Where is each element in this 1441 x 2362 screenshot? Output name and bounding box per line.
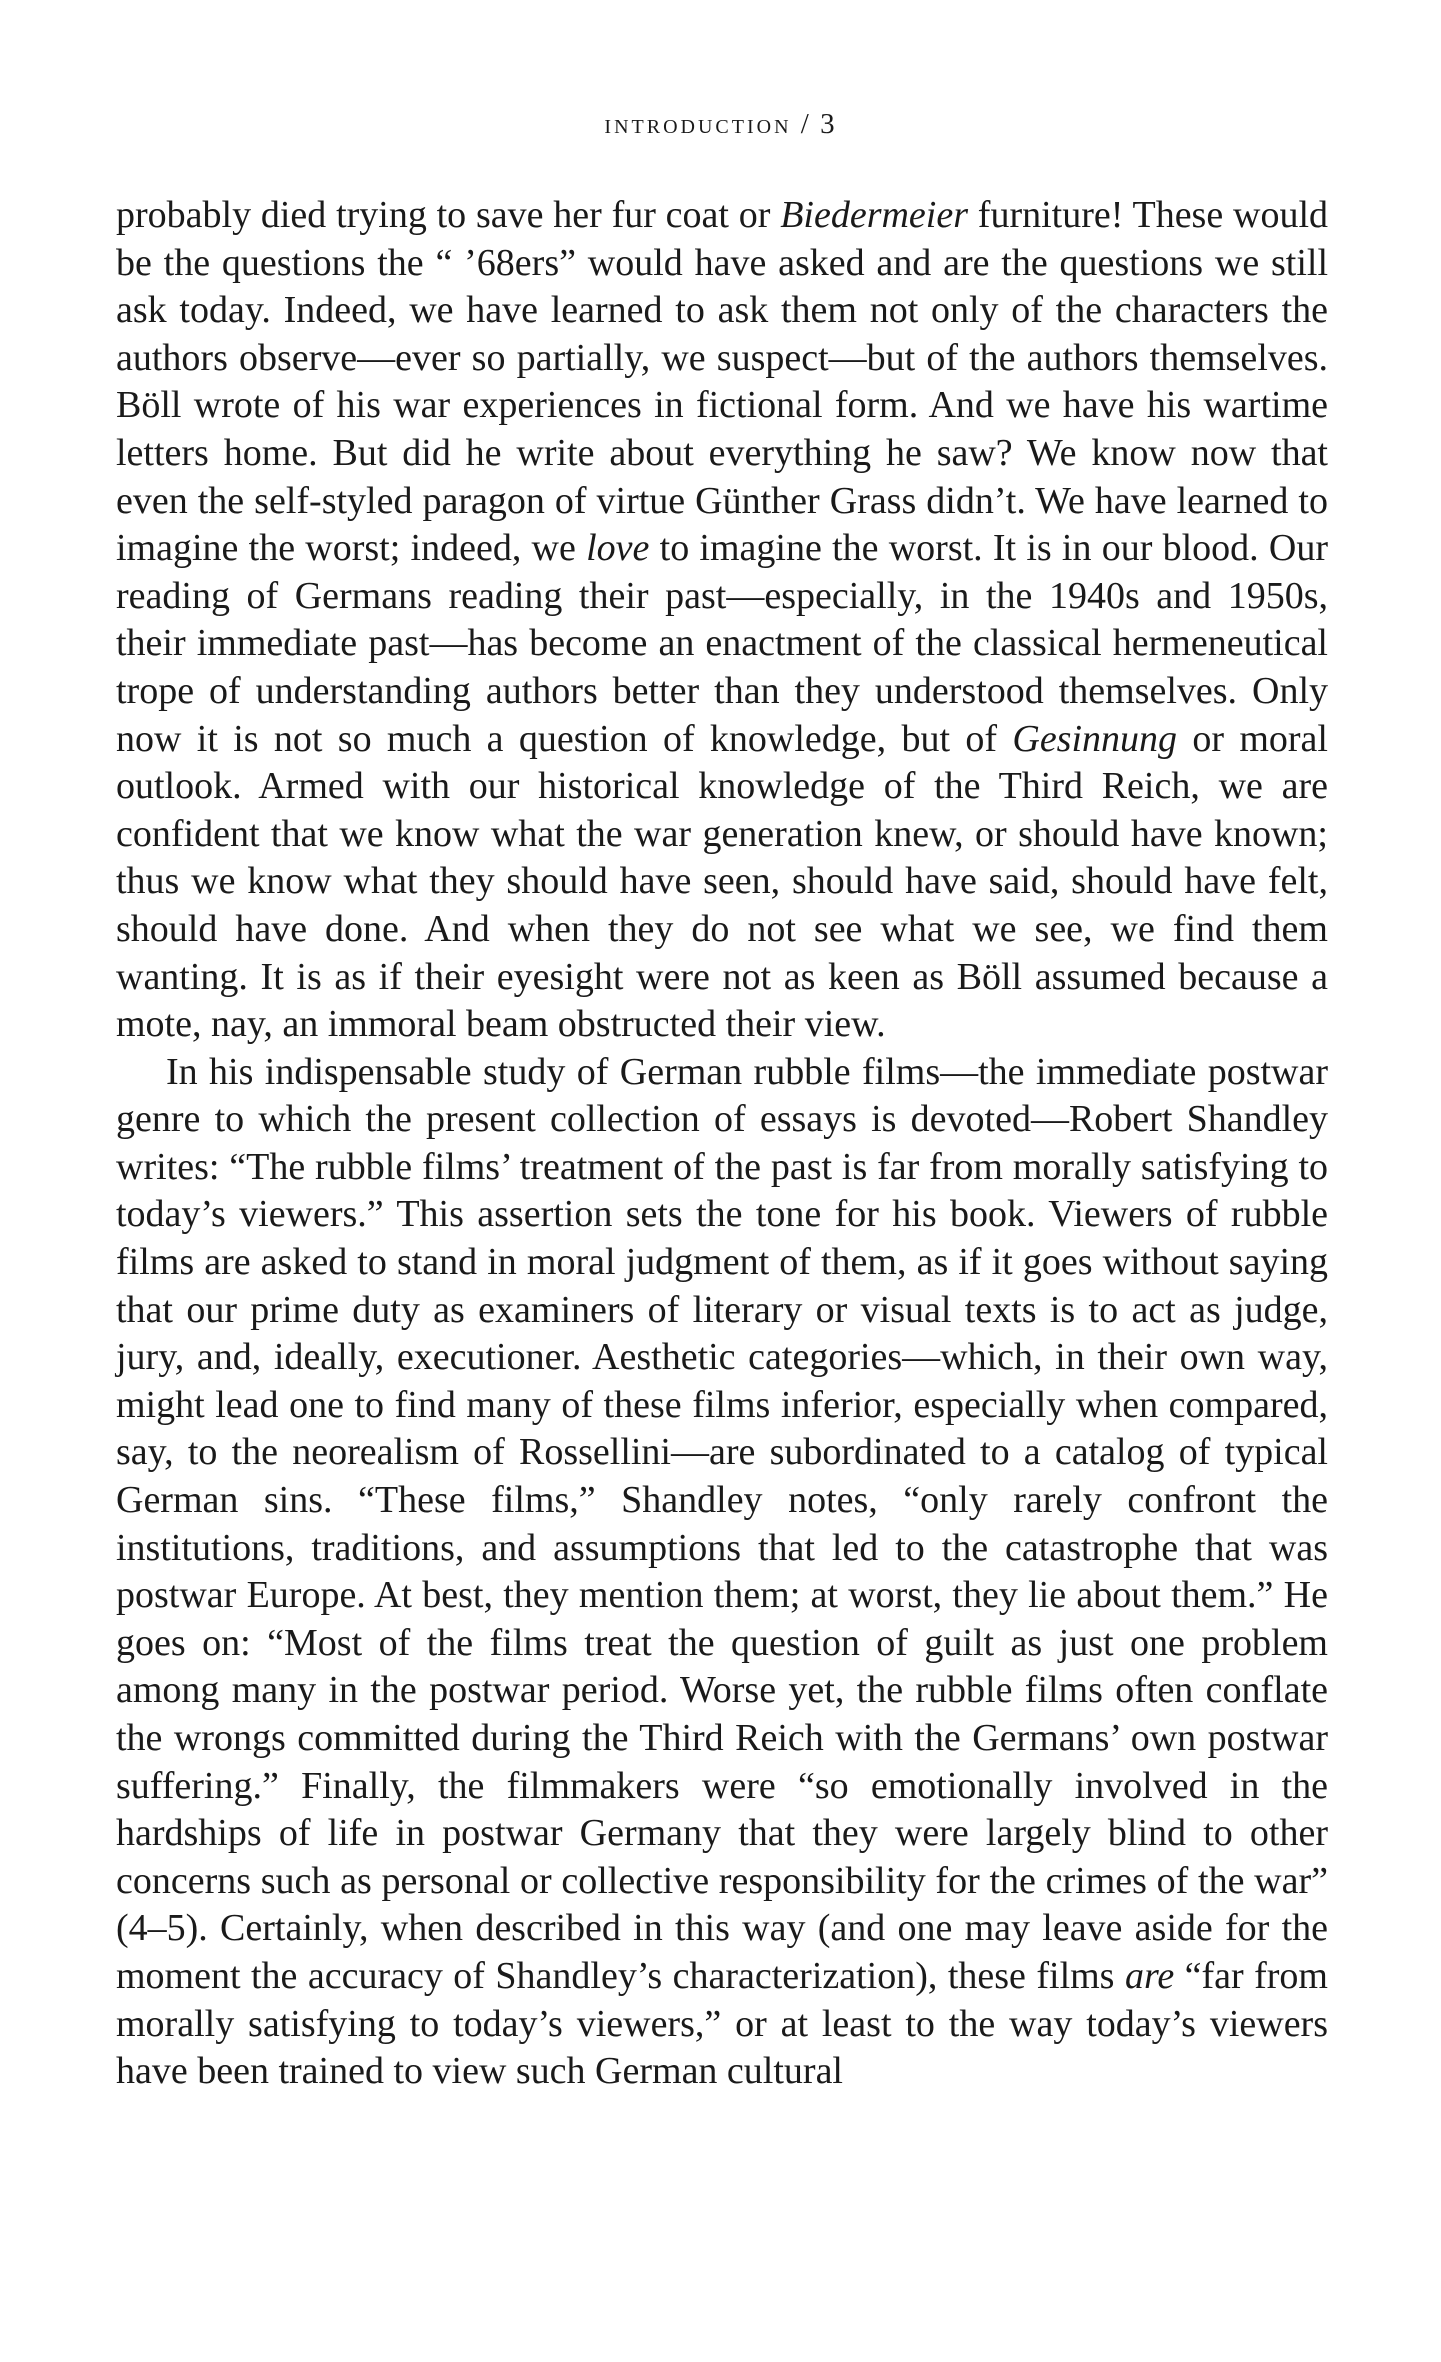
running-head: [0, 108, 1441, 141]
text-segment: to imagine the worst. It is in our blood. Our reading of Germans reading their past—especially, in the 1940s and 1950s, their immediate past—has become an enactment of the classical hermeneutical trope of understanding authors better than they understood themselves. Only now it is not so much a question of knowledge, but of: [116, 527, 1328, 760]
text-segment: “far from morally satisfying to today’s viewers,” or at least to the way today’s viewers have been trained to view such German cultural: [116, 1954, 1328, 2093]
italic-term: love: [586, 527, 650, 570]
text-segment: In his indispensable study of German rubble films—the immediate postwar genre to which the present collection of essays is devoted—Robert Shandley writes: “The rubble films’ treatment of the past is far from morally satisfying to today’s viewers.” This assertion sets the tone for his book. Viewers of rubble films are asked to stand in moral judgment of them, as if it goes without saying that our prime duty as examiners of literary or visual texts is to act as judge, jury, and, ideally, executioner. Aesthetic categories—which, in their own way, might lead one to find many of these films inferior, especially when compared, say, to the neorealism of Rossellini—are subordinated to a catalog of typical German sins. “These films,” Shandley notes, “only rarely confront the institutions, traditions, and assumptions that led to the catastrophe that was postwar Europe. At best, they mention them; at worst, they lie about them.” He goes on: “Most of the films treat the question of guilt as just one problem among many in the postwar period. Worse yet, the rubble films often conflate the wrongs committed during the Third Reich with the Germans’ own postwar suffering.” Finally, the filmmakers were “so emotionally involved in the hardships of life in postwar Germany that they were largely blind to other concerns such as personal or collective responsibility for the crimes of the war” (4–5). Certainly, when described in this way (and one may leave aside for the moment the accuracy of Shandley’s characterization), these films: [116, 1050, 1328, 1997]
text-segment: probably died trying to save her fur coat or: [116, 194, 781, 236]
section-title: introduction: [604, 108, 792, 140]
italic-term: Gesinnung: [1012, 717, 1178, 760]
text-segment: or moral outlook. Armed with our historical knowledge of the Third Reich, we are confident that we know what the war generation knew, or should have known; thus we know what they should have seen, should have said, should have felt, should have done. And when they do not see what we see, we find them wanting. It is as if their eyesight were not as keen as Böll assumed because a mote, nay, an immoral beam obstructed their view.: [116, 717, 1328, 1046]
paragraph-1: [116, 192, 1328, 1049]
header-separator: /: [791, 108, 821, 140]
text-segment: furniture! These would be the questions the “ ’68ers” would have asked and are the questions we still ask today. Indeed, we have learned to ask them not only of the characters the authors observe—ever so partially, we suspect—but of the authors themselves. Böll wrote of his war experiences in fictional form. And we have his wartime letters home. But did he write about everything he saw? We know now that even the self-styled paragon of virtue Günther Grass didn’t. We have learned to imagine the worst; indeed, we: [116, 194, 1328, 570]
body-text: [116, 192, 1328, 2096]
italic-term: Biedermeier: [780, 194, 968, 236]
page-number: 3: [820, 108, 837, 140]
italic-term: are: [1124, 1954, 1175, 1997]
paragraph-2: [116, 1049, 1328, 2096]
